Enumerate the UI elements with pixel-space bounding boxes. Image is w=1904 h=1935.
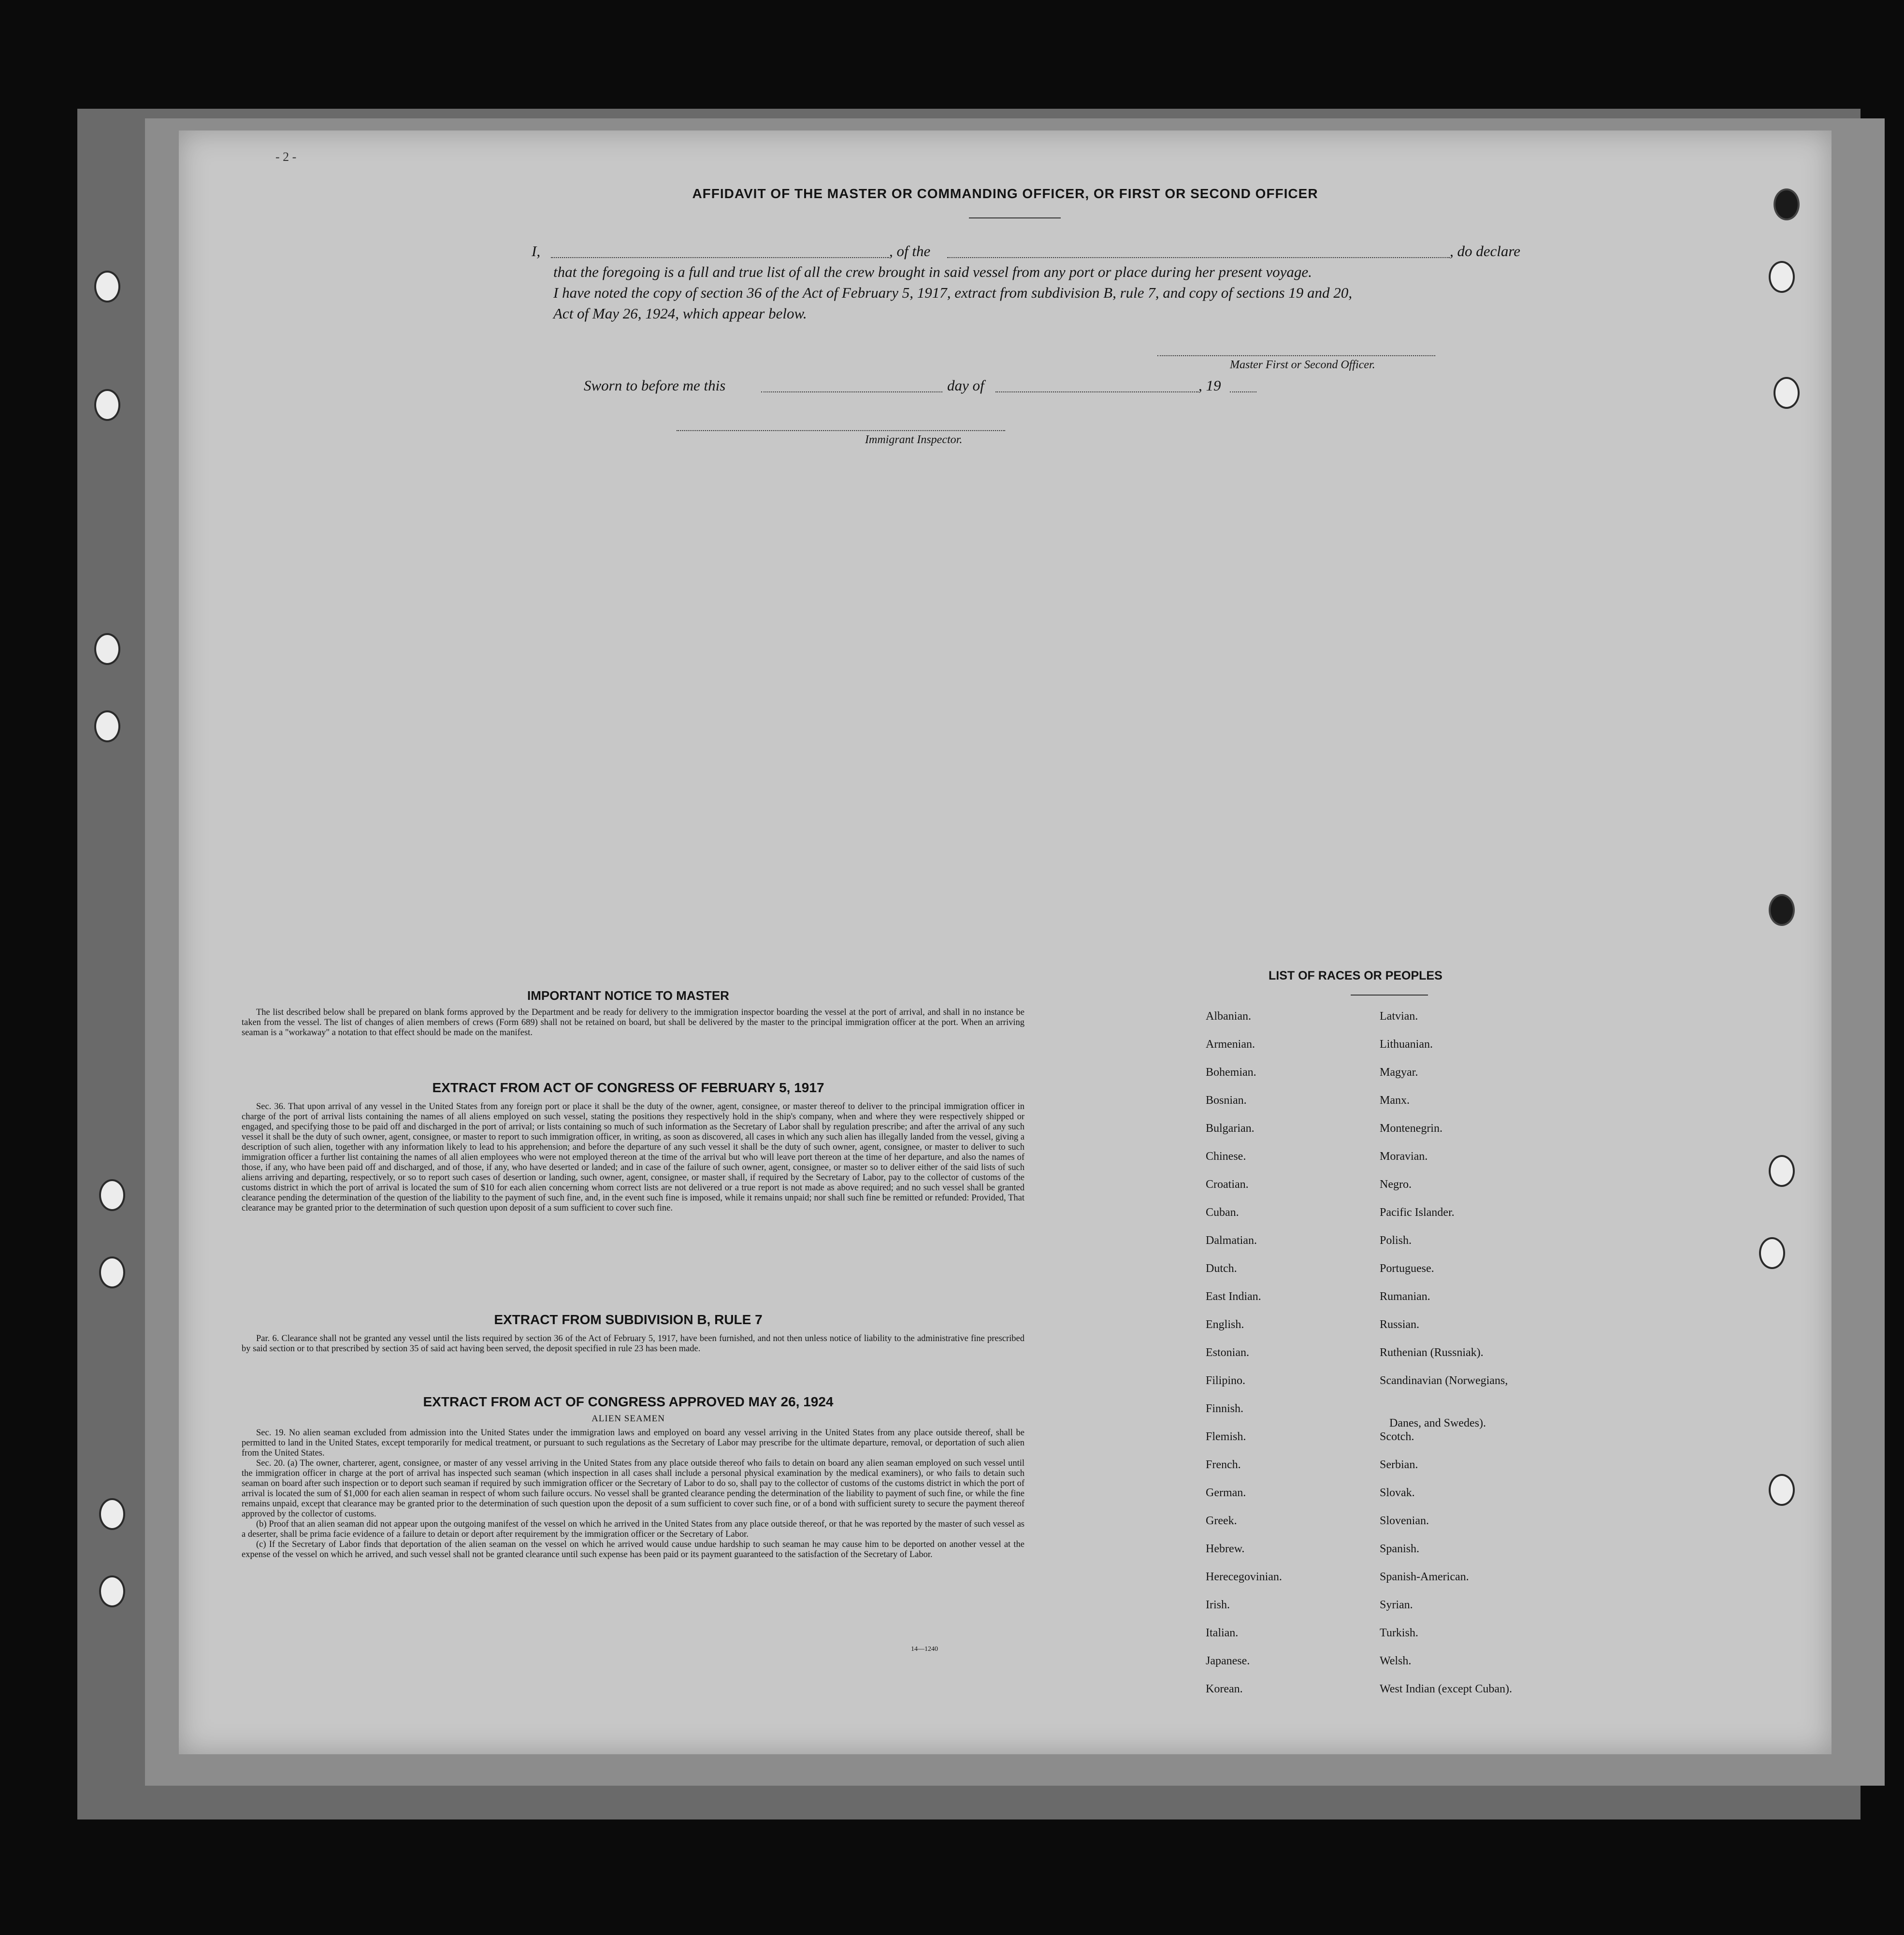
race-item: Bulgarian.: [1206, 1122, 1255, 1135]
races-title: LIST OF RACES OR PEOPLES: [1269, 969, 1442, 982]
race-item: Welsh.: [1380, 1655, 1412, 1667]
race-item: Chinese.: [1206, 1150, 1246, 1163]
affidavit-line4: Act of May 26, 1924, which appear below.: [553, 305, 807, 322]
race-item: Scotch.: [1380, 1430, 1414, 1443]
binding-hole: [99, 1256, 125, 1288]
race-item: East Indian.: [1206, 1290, 1261, 1303]
extract-1924-title: EXTRACT FROM ACT OF CONGRESS APPROVED MAY 26, 1924: [423, 1394, 834, 1409]
sworn-year-blank: [1230, 391, 1256, 392]
day-of-text: day of: [947, 377, 984, 394]
race-item: Finnish.: [1206, 1402, 1244, 1415]
race-item: Korean.: [1206, 1683, 1243, 1695]
race-item: Negro.: [1380, 1178, 1412, 1191]
binding-hole: [1774, 377, 1800, 409]
section-20c: (c) If the Secretary of Labor finds that deportation of the alien seaman on the vessel on which he arrived would cause undue hardship to such seaman he may cause him to be deported on another vessel at the expense of the vessel on which he arrived, and such vessel shall not be granted clearance until such expense has been paid or its payment guaranteed to the satisfaction of the Secretary of Labor.: [242, 1540, 1024, 1560]
vessel-blank: [947, 257, 1450, 258]
race-item: Filipino.: [1206, 1374, 1246, 1387]
section-19: Sec. 19. No alien seaman excluded from admission into the United States under the immigration laws and employed on board any vessel arriving in the United States from any place outside thereof, shall be permitted to land in the United States, except temporarily for medical treatment, or pursuant to such regulations as the Secretary of Labor may prescribe for the ultimate departure, removal, or deportation of such alien from the United States.: [242, 1428, 1024, 1458]
races-underline: [1351, 995, 1428, 996]
race-item: Danes, and Swedes).: [1389, 1417, 1486, 1430]
binding-hole: [94, 633, 120, 665]
affidavit-declare: , do declare: [1450, 243, 1521, 260]
race-item: Albanian.: [1206, 1010, 1251, 1023]
race-item: Rumanian.: [1380, 1290, 1430, 1303]
race-item: Hebrew.: [1206, 1543, 1245, 1555]
race-item: German.: [1206, 1487, 1246, 1499]
extract-1924-text: [242, 1428, 1024, 1560]
inspector-signature-line: [677, 430, 1005, 431]
race-item: Croatian.: [1206, 1178, 1249, 1191]
sworn-month-blank: [995, 391, 1198, 392]
race-item: Bohemian.: [1206, 1066, 1256, 1079]
race-item: Herecegovinian.: [1206, 1571, 1282, 1583]
binding-hole: [1769, 1474, 1795, 1506]
section-20a: Sec. 20. (a) The owner, charterer, agent, consignee, or master of any vessel arriving in the United States from any place outside thereof who fails to detain on board any alien seaman employed on such vessel until the immigration officer in charge at the port of arrival has inspected such seaman (which inspection in all cases shall include a personal physical examination by the medical examiners), or who fails to detain such seaman on board after such inspection or to deport such seaman if required by such immigration officer or the Secretary of Labor to do so, shall pay to the collector of customs of the customs district in which the port of arrival is located the sum of $1,000 for each alien seaman in respect of whom such failure occurs. No vessel shall be granted clearance pending the determination of the liability to payment of such fine, or while the fine remains unpaid, except that clearance may be granted prior to the determination of such question upon the deposit of a sum sufficient to cover such fine, or of a bond with sufficient surety to secure the payment thereof approved by the collector of customs.: [242, 1458, 1024, 1519]
race-item: Polish.: [1380, 1234, 1412, 1247]
race-item: Spanish.: [1380, 1543, 1420, 1555]
race-item: Italian.: [1206, 1627, 1239, 1639]
rule7-text: Par. 6. Clearance shall not be granted any vessel until the lists required by section 36 of the Act of February 5, 1917, have been furnished, and not then unless notice of liability to the administrative fine prescribed by said section or to that prescribed by section 35 of said act having been served, the deposit specified in rule 23 has been made.: [242, 1334, 1024, 1354]
race-item: Greek.: [1206, 1515, 1237, 1527]
race-item: Montenegrin.: [1380, 1122, 1442, 1135]
race-item: Moravian.: [1380, 1150, 1428, 1163]
sworn-day-blank: [761, 391, 942, 392]
extract-1917-title: EXTRACT FROM ACT OF CONGRESS OF FEBRUARY 5, 1917: [432, 1080, 824, 1095]
race-item: Russian.: [1380, 1318, 1420, 1331]
race-item: Japanese.: [1206, 1655, 1250, 1667]
affidavit-i: I,: [532, 243, 541, 260]
race-item: French.: [1206, 1458, 1241, 1471]
binding-hole: [99, 1498, 125, 1530]
form-code: 14—1240: [911, 1646, 938, 1653]
race-item: Serbian.: [1380, 1458, 1418, 1471]
race-item: Manx.: [1380, 1094, 1410, 1107]
year-text: , 19: [1198, 377, 1221, 394]
binding-hole: [94, 271, 120, 303]
race-item: West Indian (except Cuban).: [1380, 1683, 1512, 1695]
sworn-text: Sworn to before me this: [584, 377, 726, 394]
binding-hole: [94, 389, 120, 421]
race-item: Cuban.: [1206, 1206, 1239, 1219]
inspector-label: Immigrant Inspector.: [865, 433, 963, 446]
notice-text: The list described below shall be prepared on blank forms approved by the Department and be ready for delivery to the immigration inspector boarding the vessel at the port of arrival, and shall in no instance be taken from the vessel. The list of changes of alien members of crews (Form 689) shall not be retained on board, but shall be delivered by the master to the principal immigration officer at the port. When an arriving seaman is a "workaway" a notation to that effect should be made on the manifest.: [242, 1008, 1024, 1038]
race-item: English.: [1206, 1318, 1244, 1331]
binding-hole: [99, 1575, 125, 1607]
master-label: Master First or Second Officer.: [1230, 359, 1375, 371]
master-signature-line: [1157, 355, 1435, 356]
manifest-page: [179, 130, 1832, 1754]
rule7-title: EXTRACT FROM SUBDIVISION B, RULE 7: [494, 1312, 763, 1327]
race-item: Armenian.: [1206, 1038, 1255, 1051]
binding-hole: [1769, 894, 1795, 926]
page-number: - 2 -: [275, 150, 297, 164]
binding-hole: [1759, 1237, 1785, 1269]
affidavit-line3: I have noted the copy of section 36 of the Act of February 5, 1917, extract from subdivision B, rule 7, and copy of sections 19 and 20,: [553, 284, 1353, 301]
race-item: Turkish.: [1380, 1627, 1418, 1639]
race-item: Scandinavian (Norwegians,: [1380, 1374, 1508, 1387]
race-item: Irish.: [1206, 1599, 1230, 1611]
race-item: Estonian.: [1206, 1346, 1249, 1359]
binding-hole: [99, 1179, 125, 1211]
race-item: Pacific Islander.: [1380, 1206, 1455, 1219]
notice-title: IMPORTANT NOTICE TO MASTER: [527, 988, 729, 1003]
race-item: Ruthenian (Russniak).: [1380, 1346, 1484, 1359]
affidavit-of-the: , of the: [889, 243, 931, 260]
race-item: Latvian.: [1380, 1010, 1418, 1023]
race-item: Lithuanian.: [1380, 1038, 1433, 1051]
affidavit-line2: that the foregoing is a full and true list of all the crew brought in said vessel from any port or place during her present voyage.: [553, 263, 1312, 280]
binding-hole: [1769, 261, 1795, 293]
race-item: Syrian.: [1380, 1599, 1413, 1611]
race-item: Dalmatian.: [1206, 1234, 1257, 1247]
race-item: Portuguese.: [1380, 1262, 1434, 1275]
binding-hole: [1769, 1155, 1795, 1187]
race-item: Slovenian.: [1380, 1515, 1429, 1527]
binding-hole: [94, 710, 120, 742]
race-item: Magyar.: [1380, 1066, 1418, 1079]
race-item: Slovak.: [1380, 1487, 1415, 1499]
alien-seamen-subtitle: ALIEN SEAMEN: [591, 1414, 665, 1424]
race-item: Flemish.: [1206, 1430, 1246, 1443]
affidavit-title: AFFIDAVIT OF THE MASTER OR COMMANDING OFFICER, OR FIRST OR SECOND OFFICER: [692, 186, 1318, 201]
name-blank: [551, 257, 889, 258]
title-underline: [969, 217, 1061, 218]
race-item: Bosnian.: [1206, 1094, 1247, 1107]
extract-1917-text: Sec. 36. That upon arrival of any vessel in the United States from any foreign port or place it shall be the duty of the owner, agent, consignee, or master thereof to deliver to the principal immigration officer in charge of the port of arrival lists containing the names of all aliens employed on such vessel, stating the positions they respectively hold in the ship's company, when and where they were respectively shipped or engaged, and specifying those to be paid off and discharged in the port of arrival; or lists containing so much of such information as the Secretary of Labor shall by regulation prescribe; and after the arrival of any such vessel it shall be the duty of such owner, agent, consignee, or master to report to such immigration officer, in writing, as soon as discovered, all cases in which any such alien has illegally landed from the vessel, giving a description of such alien, together with any information likely to lead to his apprehension; and before the departure of any such vessel it shall be the duty of such owner, agent, consignee, or master to deliver to such immigration officer a further list containing the names of all alien employees who were not employed thereon at the time of the arrival but who will leave port thereon at the time of her departure, and also the names of those, if any, who have been paid off and discharged, and of those, if any, who have deserted or landed; and in case of the failure of such owner, agent, consignee, or master so to deliver either of the said lists of such aliens arriving and departing, respectively, or so to report such cases of desertion or landing, such owner, agent, consignee, or master shall, if required by the Secretary of Labor, pay to the collector of customs of the customs district in which the port of arrival is located the sum of $10 for each alien concerning whom correct lists are not delivered or a true report is not made as above required; and no such vessel shall be granted clearance pending the determination of the question of the liability to the payment of such fine, and, in the event such fine is imposed, while it remains unpaid; nor shall such fine be remitted or refunded: Provided, That clearance may be granted prior to the determination of such question upon deposit of a sum sufficient to cover such fine.: [242, 1102, 1024, 1213]
section-20b: (b) Proof that an alien seaman did not appear upon the outgoing manifest of the vessel on which he arrived in the United States from any place outside thereof, or that he was reported by the master of such vessel as a deserter, shall be prima facie evidence of a failure to detain or deport after requirement by the immigration officer or the Secretary of Labor.: [242, 1519, 1024, 1539]
race-item: Dutch.: [1206, 1262, 1237, 1275]
race-item: Spanish-American.: [1380, 1571, 1469, 1583]
